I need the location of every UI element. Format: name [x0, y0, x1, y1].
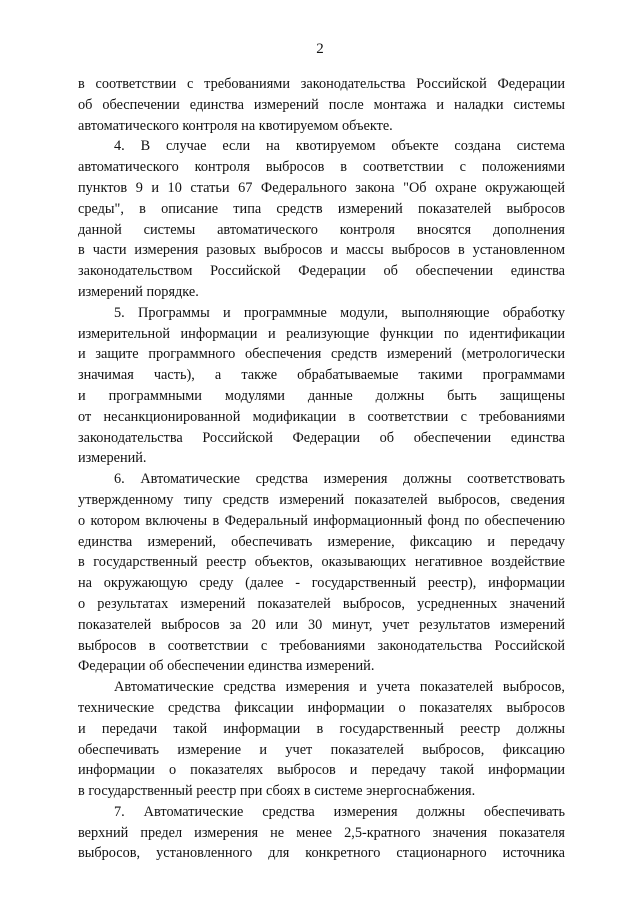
text-line: о результатах измерений показателей выбросов, усредненных значений	[78, 595, 565, 612]
text-line: верхний предел измерения не менее 2,5-кратного значения показателя	[78, 824, 565, 841]
text-line: и программными модулями данные должны быть защищены	[78, 387, 565, 404]
text-line: и передачи такой информации в государственный реестр должны	[78, 720, 565, 737]
paragraph-item-7	[78, 802, 565, 864]
text-line: обеспечивать измерение и учет показателей выбросов, фиксацию	[78, 741, 565, 758]
text-line: единства измерений, обеспечивать измерение, фиксацию и передачу	[78, 533, 565, 550]
text-line: 7. Автоматические средства измерения должны обеспечивать	[114, 803, 565, 820]
text-line: Автоматические средства измерения и учета показателей выбросов,	[114, 679, 565, 696]
text-line: измерительной информации и реализующие функции по идентификации	[78, 325, 565, 342]
text-line: в части измерения разовых выбросов и массы выбросов в установленном	[78, 242, 565, 259]
text-line: информации о показателях выбросов и передачу такой информации	[78, 762, 565, 779]
paragraph-item-5	[78, 303, 565, 469]
text-line: в государственный реестр при сбоях в системе энергоснабжения.	[78, 783, 476, 800]
page-number: 2	[316, 41, 324, 57]
text-line: пунктов 9 и 10 статьи 67 Федерального закона "Об охране окружающей	[78, 179, 565, 196]
document-body	[78, 74, 565, 864]
text-line: 5. Программы и программные модули, выполняющие обработку	[114, 304, 565, 321]
text-line: выбросов в соответствии с требованиями законодательства Российской	[78, 637, 565, 654]
paragraph-item-6-continued	[78, 677, 565, 802]
text-line: на окружающую среду (далее - государственный реестр), информации	[78, 575, 565, 592]
text-line: показателей выбросов за 20 или 30 минут, учет результатов измерений	[78, 616, 565, 633]
text-line: измерений порядке.	[78, 283, 199, 300]
text-line: об обеспечении единства измерений после монтажа и наладки системы	[78, 96, 565, 113]
text-line: от несанкционированной модификации в соответствии с требованиями	[78, 408, 565, 425]
paragraph-item-4	[78, 136, 565, 302]
text-line: Федерации об обеспечении единства измерений.	[78, 658, 375, 675]
text-line: в соответствии с требованиями законодательства Российской Федерации	[78, 76, 565, 92]
text-line: значимая часть), а также обрабатываемые такими программами	[78, 367, 565, 384]
text-line: законодательством Российской Федерации об обеспечении единства	[78, 263, 565, 280]
text-line: законодательства Российской Федерации об обеспечении единства	[78, 429, 565, 446]
text-line: в государственный реестр объектов, оказывающих негативное воздействие	[78, 554, 565, 571]
paragraph-continuation	[78, 74, 565, 136]
text-line: о котором включены в Федеральный информационный фонд по обеспечению	[78, 512, 565, 529]
text-line: данной системы автоматического контроля вносятся дополнения	[78, 221, 565, 238]
text-line: и защите программного обеспечения средств измерений (метрологически	[78, 346, 565, 363]
text-line: измерений.	[78, 450, 147, 467]
text-line: автоматического контроля на квотируемом объекте.	[78, 117, 393, 134]
text-line: 6. Автоматические средства измерения должны соответствовать	[114, 471, 565, 488]
text-line: 4. В случае если на квотируемом объекте создана система	[114, 138, 565, 155]
text-line: выбросов, установленного для конкретного стационарного источника	[78, 845, 565, 862]
paragraph-item-6	[78, 469, 565, 677]
text-line: утвержденному типу средств измерений показателей выбросов, сведения	[78, 491, 565, 508]
text-line: автоматического контроля выбросов в соответствии с положениями	[78, 159, 565, 176]
text-line: технические средства фиксации информации о показателях выбросов	[78, 699, 565, 716]
text-line: среды", в описание типа средств измерений показателей выбросов	[78, 200, 565, 217]
